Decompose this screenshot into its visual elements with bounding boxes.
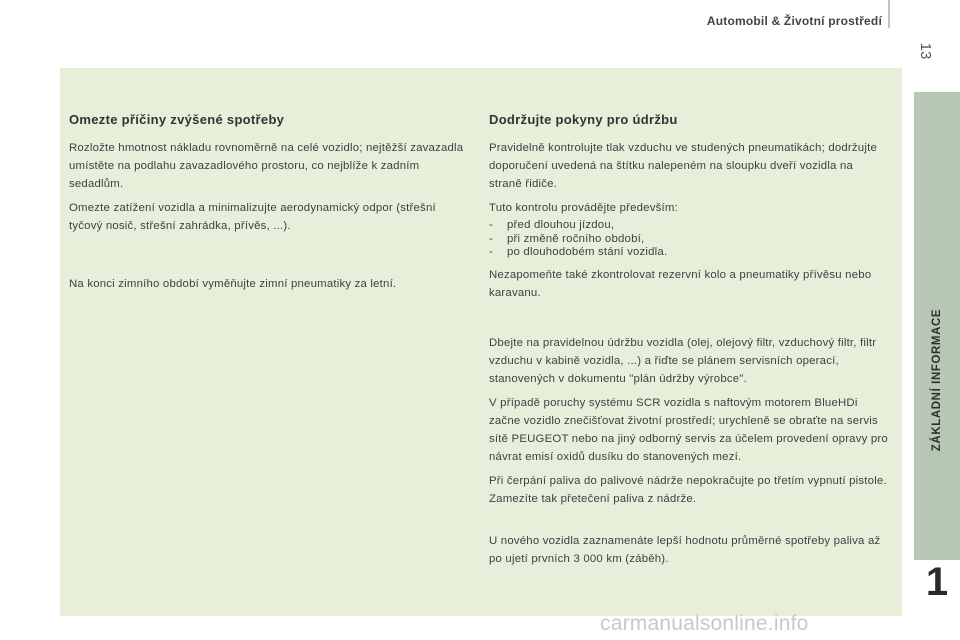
right-paragraph: Pravidelně kontrolujte tlak vzduchu ve studených pneumatikách; dodržujte doporučení uvedená na štítku nalepeném na sloupku dveří vozidla na straně řidiče. xyxy=(489,142,877,190)
list-item: - před dlouhou jízdou, xyxy=(489,219,615,231)
right-paragraph: V případě poruchy systému SCR vozidla s naftovým motorem BlueHDi začne vozidlo znečišťovat životní prostředí; urychleně se obraťte na servis sítě PEUGEOT nebo na jiný odborný servis za účelem provedení opravy pro návrat emisí oxidů dusíku do stanovených mezí. xyxy=(489,396,888,463)
right-paragraph: U nového vozidla zaznamenáte lepší hodnotu průměrné spotřeby paliva až po ujetí prvních 3 000 km (záběh). xyxy=(489,534,881,565)
right-column xyxy=(489,112,889,574)
page-number: 13 xyxy=(917,42,934,60)
chapter-label-text: ZÁKLADNÍ INFORMACE xyxy=(931,308,943,452)
left-paragraph: Rozložte hmotnost nákladu rovnoměrně na celé vozidlo; nejtěžší zavazadla umístěte na podlahu zavazadlového prostoru, co nejblíže k zadním sedadlům. xyxy=(69,142,464,190)
left-paragraph: Na konci zimního období vyměňujte zimní pneumatiky za letní. xyxy=(69,278,397,290)
spacer xyxy=(489,308,889,334)
list-item-text: před dlouhou jízdou, xyxy=(507,219,615,231)
right-heading: Dodržujte pokyny pro údržbu xyxy=(489,112,678,127)
list-item-text: po dlouhodobém stání vozidla. xyxy=(507,246,668,258)
check-list xyxy=(489,219,889,260)
spacer xyxy=(489,514,889,532)
right-paragraph: Při čerpání paliva do palivové nádrže nepokračujte po třetím vypnutí pistole. Zamezíte tak přetečení paliva z nádrže. xyxy=(489,474,887,505)
right-paragraph: Dbejte na pravidelnou údržbu vozidla (olej, olejový filtr, vzduchový filtr, filtr vzduchu v kabině vozidla, ...) a řiďte se plánem servisních operací, stanovených v dokumentu "plán údržby výrobce". xyxy=(489,336,877,385)
watermark: carmanualsonline.info xyxy=(600,612,809,635)
list-item: - při změně ročního období, xyxy=(489,232,645,245)
header-divider xyxy=(888,0,890,28)
content-panel xyxy=(60,68,902,616)
spacer xyxy=(69,241,469,275)
left-column xyxy=(69,112,469,299)
right-paragraph: Tuto kontrolu provádějte především: xyxy=(489,202,678,214)
chapter-number: 1 xyxy=(925,560,949,604)
left-paragraph: Omezte zatížení vozidla a minimalizujte aerodynamický odpor (střešní tyčový nosič, střešní zahrádka, přívěs, ...). xyxy=(69,202,436,232)
left-heading: Omezte příčiny zvýšené spotřeby xyxy=(69,112,285,127)
list-item: - po dlouhodobém stání vozidla. xyxy=(489,246,668,258)
list-item-text: při změně ročního období, xyxy=(507,232,645,245)
header-title: Automobil & Životní prostředí xyxy=(706,14,882,28)
right-paragraph: Nezapomeňte také zkontrolovat rezervní kolo a pneumatiky přívěsu nebo karavanu. xyxy=(489,268,872,299)
